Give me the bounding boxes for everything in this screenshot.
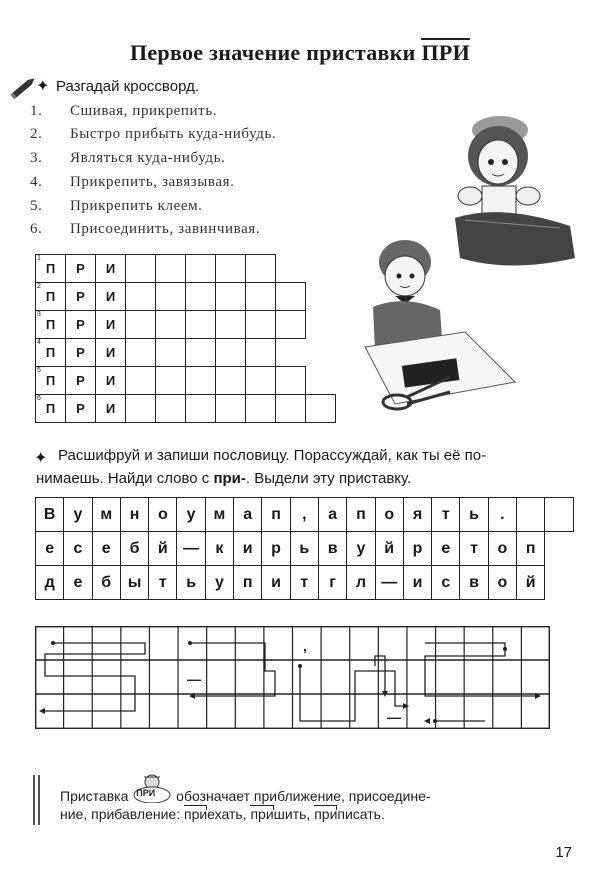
path-maze — [35, 626, 550, 729]
crossword-cell: П 1 — [36, 255, 66, 283]
row-number: 1 — [37, 255, 41, 262]
crossword-cell: П 3 — [36, 311, 66, 339]
cipher-cell: к — [205, 532, 233, 566]
clue-item: 3. Являться куда-нибудь. — [30, 150, 226, 166]
cipher-cell: ь — [290, 532, 318, 566]
star-bullet-icon: ✦ — [36, 78, 50, 95]
cipher-cell: я — [403, 498, 431, 532]
cipher-cell: , — [290, 498, 318, 532]
cipher-cell — [517, 498, 545, 532]
crossword-cell — [216, 339, 246, 367]
cipher-cell: л — [347, 566, 375, 600]
cipher-cell: е — [432, 532, 460, 566]
cipher-cell: ь — [177, 566, 205, 600]
crossword-cell — [246, 311, 276, 339]
cipher-cell: е — [36, 532, 64, 566]
cipher-cell: м — [205, 498, 233, 532]
crossword-cell: П 6 — [36, 395, 66, 423]
crossword-cell — [276, 283, 306, 311]
crossword-cell — [126, 255, 156, 283]
cipher-cell: и — [262, 566, 290, 600]
clue-item: 1. Сшивая, прикрепить. — [30, 103, 218, 119]
crossword-cell — [126, 311, 156, 339]
crossword-cell: И — [96, 283, 126, 311]
cipher-cell: г — [318, 566, 346, 600]
crossword-cell: И — [96, 255, 126, 283]
cipher-cell: п — [347, 498, 375, 532]
cipher-cell: м — [92, 498, 120, 532]
crossword-cell — [246, 367, 276, 395]
crossword-cell: Р — [66, 311, 96, 339]
example-prefix: при — [183, 806, 208, 822]
note-border — [33, 775, 35, 825]
cipher-cell: и — [403, 566, 431, 600]
crossword-cell — [156, 283, 186, 311]
boy-illustration — [355, 232, 520, 432]
note-border — [38, 775, 40, 825]
cipher-cell: е — [64, 566, 92, 600]
crossword-cell — [126, 395, 156, 423]
task2-instruction-line1: Расшифруй и запиши пословицу. Порассуждай, как ты её по- — [58, 447, 487, 464]
row-number: 2 — [37, 283, 41, 290]
cipher-cell: — — [375, 566, 403, 600]
example-prefix: при — [314, 806, 338, 822]
note-line1: Приставка ПРИ обозначает приближение, присоедине- — [60, 785, 431, 805]
maze-comma: , — [303, 638, 307, 654]
crossword-cell: П 5 — [36, 367, 66, 395]
crossword-cell — [156, 339, 186, 367]
clue-item: 6. Присоединить, завинчивая. — [30, 221, 261, 237]
cipher-grid — [35, 497, 574, 600]
crossword-cell — [246, 339, 276, 367]
cipher-cell: у — [205, 566, 233, 600]
crossword-cell: Р — [66, 367, 96, 395]
cipher-cell: б — [120, 532, 148, 566]
cipher-cell: а — [234, 498, 262, 532]
row-number: 4 — [37, 339, 41, 346]
crossword-cell: Р — [66, 339, 96, 367]
example-prefix: при — [250, 806, 274, 822]
cipher-cell: н — [120, 498, 148, 532]
cipher-cell: . — [488, 498, 516, 532]
crossword-cell: П 4 — [36, 339, 66, 367]
crossword-cell — [186, 367, 216, 395]
cipher-cell: с — [432, 566, 460, 600]
crossword-cell: И — [96, 311, 126, 339]
star-bullet-icon: ✦ — [34, 450, 48, 467]
cipher-cell: т — [149, 566, 177, 600]
cipher-cell: и — [234, 532, 262, 566]
cipher-cell: о — [488, 532, 516, 566]
cipher-cell: В — [36, 498, 64, 532]
crossword-cell — [276, 395, 306, 423]
crossword-cell — [126, 367, 156, 395]
crossword-cell: И — [96, 339, 126, 367]
crossword-cell — [246, 283, 276, 311]
crossword-cell — [276, 311, 306, 339]
cipher-cell: с — [64, 532, 92, 566]
cipher-cell: — — [177, 532, 205, 566]
crossword-cell — [186, 311, 216, 339]
crossword-cell — [126, 339, 156, 367]
maze-dash: — — [187, 671, 201, 687]
crossword-cell: Р — [66, 395, 96, 423]
crossword-cell — [186, 255, 216, 283]
cipher-cell: у — [64, 498, 92, 532]
crossword-cell: Р — [66, 255, 96, 283]
cipher-cell: б — [92, 566, 120, 600]
crossword-cell — [156, 367, 186, 395]
maze-dash: — — [387, 709, 401, 725]
crossword-cell — [156, 395, 186, 423]
clue-item: 4. Прикрепить, завязывая. — [30, 174, 235, 190]
task1-instruction: Разгадай кроссворд. — [56, 78, 199, 95]
crossword-cell — [186, 339, 216, 367]
cipher-cell: й — [149, 532, 177, 566]
crossword-cell — [156, 311, 186, 339]
crossword-cell — [216, 283, 246, 311]
cipher-cell: т — [290, 566, 318, 600]
cipher-cell: р — [262, 532, 290, 566]
page-title-prefix: ПРИ — [421, 40, 471, 65]
crossword-cell — [276, 367, 306, 395]
note-line2: ние, прибавление: приехать, пришить, приписать. — [60, 806, 385, 822]
cipher-cell: п — [517, 532, 545, 566]
clue-item: 2. Быстро прибыть куда-нибудь. — [30, 126, 277, 142]
cipher-cell: е — [92, 532, 120, 566]
cipher-cell: в — [318, 532, 346, 566]
cipher-cell: а — [318, 498, 346, 532]
cipher-cell: о — [375, 498, 403, 532]
pri-badge-icon: ПРИ — [132, 785, 172, 805]
crossword-cell — [156, 255, 186, 283]
crossword-cell: Р — [66, 283, 96, 311]
clue-item: 5. Прикрепить клеем. — [30, 198, 203, 214]
cipher-cell: й — [375, 532, 403, 566]
cipher-cell: о — [488, 566, 516, 600]
cipher-cell: д — [36, 566, 64, 600]
crossword-cell — [186, 283, 216, 311]
task2-instruction-line2: нимаешь. Найди слово с при-. Выдели эту приставку. — [36, 470, 412, 487]
cipher-cell — [545, 498, 573, 532]
crossword-cell — [306, 395, 336, 423]
row-number: 3 — [37, 311, 41, 318]
cipher-cell: п — [234, 566, 262, 600]
cipher-cell: в — [460, 566, 488, 600]
crossword-cell — [126, 283, 156, 311]
crossword-grid — [35, 254, 336, 423]
example-word-rest: шить — [273, 806, 307, 822]
crossword-cell: И — [96, 395, 126, 423]
page-title-text: Первое значение приставки — [129, 40, 416, 65]
pencil-icon — [8, 74, 38, 102]
cipher-cell: ь — [460, 498, 488, 532]
example-word-rest: ехать — [207, 806, 243, 822]
crossword-cell — [186, 395, 216, 423]
cipher-cell: т — [432, 498, 460, 532]
crossword-cell — [246, 255, 276, 283]
example-word-rest: писать — [337, 806, 381, 822]
crossword-cell: П 2 — [36, 283, 66, 311]
crossword-cell — [216, 311, 246, 339]
cipher-cell: о — [149, 498, 177, 532]
row-number: 5 — [37, 367, 41, 374]
crossword-cell — [216, 255, 246, 283]
cipher-cell: й — [517, 566, 545, 600]
cipher-cell: у — [347, 532, 375, 566]
crossword-cell — [246, 395, 276, 423]
cipher-cell: у — [177, 498, 205, 532]
cipher-cell: р — [403, 532, 431, 566]
row-number: 6 — [37, 395, 41, 402]
page-number: 17 — [555, 844, 572, 861]
crossword-cell — [216, 395, 246, 423]
cipher-cell: п — [262, 498, 290, 532]
crossword-cell — [216, 367, 246, 395]
cipher-cell: ы — [120, 566, 148, 600]
page-title — [0, 40, 600, 66]
cipher-cell: т — [460, 532, 488, 566]
crossword-cell: И — [96, 367, 126, 395]
